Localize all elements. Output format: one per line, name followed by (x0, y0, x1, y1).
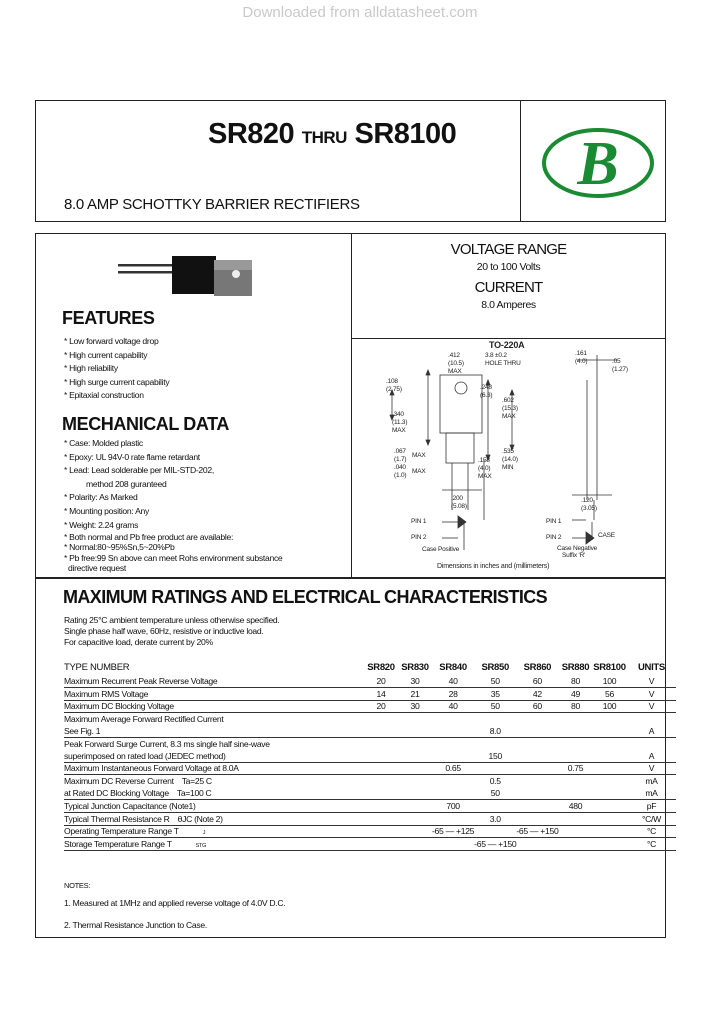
value-cell (516, 750, 558, 762)
col-header: SR820 (367, 661, 395, 673)
parameter-text: Maximum Average Forward Rectified Current (64, 714, 224, 725)
dim-text: .412 (448, 352, 460, 359)
unit-cell: V (626, 762, 676, 775)
value-cell (432, 775, 474, 787)
pin1-label-a: PIN 1 (411, 518, 427, 525)
dim-text: .120 (581, 497, 593, 504)
table-header-row (64, 659, 676, 675)
value-cell (516, 737, 558, 749)
col-header: SR880 (561, 661, 590, 673)
value-cell (592, 825, 626, 838)
value-cell (592, 775, 626, 787)
table-row (64, 799, 676, 812)
parameter-text: Operating Temperature Range T (64, 826, 179, 837)
value-cell (398, 725, 432, 737)
unit-cell: mA (645, 776, 658, 787)
brand-logo (541, 127, 655, 199)
parameter-cell (64, 838, 364, 851)
value-cell (558, 750, 592, 762)
value-cell: 42 (516, 687, 558, 700)
dim-text: MAX (502, 413, 516, 420)
unit-cell: V (626, 687, 676, 700)
pin1-label-b: PIN 1 (546, 518, 562, 525)
value-cell (516, 812, 558, 825)
ratings-intro (64, 615, 280, 648)
value-cell: 100 (592, 700, 626, 713)
dim-067-max: MAX (412, 452, 426, 459)
value-cell (364, 725, 398, 737)
package-name: TO-220A (489, 340, 525, 350)
table-row (64, 687, 676, 700)
value-cell: -65 — +150 (474, 839, 517, 850)
value-cell: 80 (558, 675, 592, 687)
case-positive-label: Case Positive (422, 546, 460, 553)
dim-108 (386, 378, 402, 394)
value-cell (516, 838, 558, 851)
list-item: * Polarity: As Marked (64, 492, 138, 503)
parameter-cell (64, 737, 364, 749)
parameter-cell (64, 799, 364, 812)
dim-05 (612, 358, 628, 374)
value-cell (474, 737, 516, 749)
dim-text: .040 (394, 464, 406, 471)
unit-cell: A (626, 750, 676, 762)
dim-text: (4.0) (478, 465, 491, 472)
pin2-label-a: PIN 2 (411, 534, 427, 541)
value-cell (432, 812, 474, 825)
value-cell (592, 725, 626, 737)
value-cell (558, 812, 592, 825)
spec-table-wrap (64, 659, 676, 851)
list-item: * Epitaxial construction (64, 390, 144, 401)
parameter-cell (64, 750, 364, 762)
value-cell (558, 825, 592, 838)
value-cell (432, 737, 474, 749)
dim-text: 3.8 ±0.2 (485, 352, 507, 359)
value-cell: 20 (364, 675, 398, 687)
dim-040 (394, 464, 406, 480)
col-header: TYPE NUMBER (64, 661, 130, 673)
table-row (64, 838, 676, 851)
value-cell (474, 825, 516, 838)
value-cell (398, 812, 432, 825)
dim-text: .340 (392, 411, 404, 418)
value-cell: 0.75 (558, 762, 592, 775)
parameter-text: Maximum Instantaneous Forward Voltage at 8.0A (64, 763, 239, 774)
value-cell (364, 799, 398, 812)
dim-text: (2.75) (386, 386, 402, 393)
parameter-text: Typical Junction Capacitance (Note1) (64, 800, 196, 811)
parameter-cell (64, 725, 364, 737)
col-header: UNITS (637, 661, 665, 673)
value-cell: 28 (432, 687, 474, 700)
value-cell (516, 799, 558, 812)
value-cell: 480 (558, 799, 592, 812)
part-end: SR8100 (354, 118, 457, 150)
dim-200 (451, 495, 467, 511)
value-cell (474, 762, 516, 775)
parameter-text: Maximum Recurrent Peak Reverse Voltage (64, 675, 218, 686)
value-cell (474, 713, 516, 725)
pin2-label-b: PIN 2 (546, 534, 562, 541)
note-item: 2. Thermal Resistance Junction to Case. (64, 920, 207, 930)
list-item: * Normal:80~95%Sn,5~20%Pb (64, 542, 175, 553)
table-row (64, 700, 676, 713)
table-row (64, 750, 676, 762)
value-cell (558, 713, 592, 725)
value-cell (364, 737, 398, 749)
col-header: SR8100 (593, 661, 626, 673)
ratings-heading: MAXIMUM RATINGS AND ELECTRICAL CHARACTERISTICS (63, 587, 548, 607)
value-cell (364, 775, 398, 787)
dim-text: (14.0) (502, 456, 518, 463)
value-cell (398, 838, 432, 851)
value-cell (398, 762, 432, 775)
value-cell: 0.5 (489, 776, 501, 787)
parameter-cell (64, 775, 364, 787)
condition-text: J (202, 830, 206, 837)
component-image (118, 252, 258, 302)
value-cell (474, 799, 516, 812)
value-cell (432, 725, 474, 737)
unit-cell: V (626, 700, 676, 713)
value-cell (516, 787, 558, 799)
table-row (64, 775, 676, 787)
watermark: Downloaded from alldatasheet.com (242, 4, 478, 21)
dim-412 (448, 352, 464, 376)
parameter-cell (64, 713, 364, 725)
unit-cell: V (626, 675, 676, 687)
list-item: * Low forward voltage drop (64, 336, 159, 346)
dim-535 (502, 448, 518, 472)
value-cell: 8.0 (474, 725, 516, 737)
list-item: * High surge current capability (64, 376, 170, 387)
value-cell (398, 737, 432, 749)
features-list (64, 335, 169, 403)
dim-248 (480, 384, 492, 400)
list-item: method 208 guranteed (86, 478, 167, 489)
unit-cell: mA (626, 787, 676, 799)
value-cell (516, 713, 558, 725)
value-cell (364, 713, 398, 725)
unit-cell: °C (626, 825, 676, 838)
value-cell: 30 (398, 700, 432, 713)
dim-text: MAX (392, 427, 406, 434)
unit-cell: A (626, 725, 676, 737)
value-cell: 20 (364, 700, 398, 713)
parameter-cell (64, 825, 364, 838)
value-cell: 35 (474, 687, 516, 700)
dim-text: (1.7) (394, 456, 407, 463)
list-item: * Mounting position: Any (64, 505, 150, 516)
intro-line: Single phase half wave, 60Hz, resistive or inductive load. (64, 626, 264, 636)
dim-161 (575, 350, 587, 366)
value-cell: 50 (474, 700, 516, 713)
parameter-cell (64, 687, 364, 700)
dim-340 (392, 411, 407, 435)
value-cell (592, 838, 626, 851)
value-cell: 80 (558, 700, 592, 713)
dim-text: .200 (451, 495, 463, 502)
note-item: 1. Measured at 1MHz and applied reverse voltage of 4.0V D.C. (64, 898, 286, 908)
list-item: * Both normal and Pb free product are available: (64, 532, 234, 543)
value-cell: 40 (432, 700, 474, 713)
parameter-text: See Fig. 1 (64, 726, 101, 737)
table-row (64, 675, 676, 687)
value-cell (398, 799, 432, 812)
case-negative-label: Case Negative (557, 545, 598, 552)
value-cell (516, 762, 558, 775)
value-cell (516, 725, 558, 737)
value-cell (364, 825, 398, 838)
table-row (64, 825, 676, 838)
parameter-cell (64, 675, 364, 687)
value-cell (398, 713, 432, 725)
value-cell: 21 (398, 687, 432, 700)
col-header: SR860 (523, 661, 552, 673)
part-range-title (208, 118, 456, 151)
unit-cell (626, 737, 676, 749)
value-cell: 50 (474, 787, 516, 799)
parameter-text: at Rated DC Blocking Voltage (64, 788, 169, 799)
value-cell: 40 (432, 675, 474, 687)
dim-text: (6.3) (480, 392, 493, 399)
value-cell (558, 725, 592, 737)
dim-text: .535 (502, 448, 514, 455)
notes-heading: NOTES: (64, 881, 91, 890)
col-header: SR830 (401, 661, 429, 673)
value-cell (592, 713, 626, 725)
voltage-range-label: VOLTAGE RANGE (450, 241, 567, 258)
list-item: * Case: Molded plastic (64, 438, 143, 448)
logo-letter: B (577, 130, 619, 198)
value-cell (592, 750, 626, 762)
voltage-range-value: 20 to 100 Volts (476, 261, 541, 273)
table-row (64, 713, 676, 725)
value-cell: 56 (592, 687, 626, 700)
value-cell (558, 787, 592, 799)
value-cell: 100 (592, 675, 626, 687)
value-cell (592, 787, 626, 799)
value-cell (592, 737, 626, 749)
case-label: CASE (598, 532, 615, 539)
value-cell (516, 775, 558, 787)
condition-text: θJC (Note 2) (177, 813, 223, 824)
product-subtitle: 8.0 AMP SCHOTTKY BARRIER RECTIFIERS (64, 196, 360, 213)
thru-label: THRU (301, 128, 347, 147)
value-cell (592, 812, 626, 825)
dim-text: (1.0) (394, 472, 407, 479)
value-cell (432, 750, 474, 762)
list-item: * High current capability (64, 349, 148, 360)
spec-table (64, 659, 676, 851)
value-cell (398, 787, 432, 799)
list-item: * Weight: 2.24 grams (64, 519, 139, 530)
parameter-text: Peak Forward Surge Current, 8.3 ms single half sine-wave (64, 738, 270, 749)
part-start: SR820 (208, 118, 295, 150)
table-row (64, 762, 676, 775)
condition-text: Ta=100 C (176, 788, 212, 799)
dim-text: (11.3) (392, 419, 408, 426)
table-row (64, 812, 676, 825)
dim-text: (4.0) (575, 358, 588, 365)
unit-cell (626, 713, 676, 725)
value-cell (592, 762, 626, 775)
dim-text: (15.3) (502, 405, 518, 412)
parameter-cell (64, 787, 364, 799)
dim-120 (581, 497, 597, 513)
value-cell (558, 775, 592, 787)
current-label: CURRENT (474, 279, 543, 296)
dimensions-note: Dimensions in inches and (millimeters) (437, 563, 550, 570)
table-row (64, 787, 676, 799)
dim-hole (485, 352, 521, 368)
value-cell: 60 (516, 700, 558, 713)
parameter-cell (64, 812, 364, 825)
value-cell (364, 812, 398, 825)
dim-text: MAX (448, 368, 462, 375)
dim-text: .158 (478, 457, 490, 464)
dim-text: .602 (502, 397, 514, 404)
intro-line: For capacitive load, derate current by 20% (64, 637, 213, 647)
mechanical-list (64, 437, 282, 574)
dim-text: (1.27) (612, 366, 628, 373)
dim-text: .05 (612, 358, 621, 365)
dim-text: HOLE THRU (485, 360, 521, 367)
dim-text: (10.5) (448, 360, 464, 367)
list-item: * Pb free:99 Sn above can meet Rohs environment substance (64, 552, 283, 563)
parameter-text: superimposed on rated load (JEDEC method) (64, 750, 226, 761)
value-cell: 14 (364, 687, 398, 700)
unit-cell: °C/W (626, 812, 676, 825)
features-heading: FEATURES (62, 308, 155, 328)
value-cell: 150 (474, 750, 516, 762)
notes (64, 880, 285, 931)
parameter-text: Storage Temperature Range T (64, 839, 172, 850)
value-cell: 700 (432, 799, 474, 812)
value-cell (432, 838, 474, 851)
dim-602 (502, 397, 518, 421)
parameter-text: Maximum DC Reverse Current (64, 776, 174, 787)
ratings-summary (351, 241, 666, 311)
value-cell (592, 799, 626, 812)
unit-cell: pF (626, 799, 676, 812)
value-cell (364, 750, 398, 762)
dim-text: .248 (480, 384, 492, 391)
current-value: 8.0 Amperes (481, 299, 536, 311)
value-cell (558, 838, 592, 851)
value-cell: 30 (398, 675, 432, 687)
dim-040-max: MAX (412, 468, 426, 475)
value-cell (364, 838, 398, 851)
dim-text: .161 (575, 350, 587, 357)
value-cell: -65 — +125 (432, 826, 475, 837)
dim-text: .108 (386, 378, 398, 385)
parameter-text: Maximum DC Blocking Voltage (64, 701, 174, 712)
value-cell (398, 825, 432, 838)
list-item: * Lead: Lead solderable per MIL-STD-202, (64, 465, 214, 476)
unit-cell: °C (626, 838, 676, 851)
value-cell: 49 (558, 687, 592, 700)
parameter-text: Maximum RMS Voltage (64, 688, 149, 699)
list-item: * Epoxy: UL 94V-0 rate flame retardant (64, 451, 200, 462)
mechanical-heading: MECHANICAL DATA (62, 414, 229, 434)
value-cell: -65 — +150 (516, 826, 559, 837)
value-cell (398, 750, 432, 762)
list-item: * High reliability (64, 363, 118, 374)
table-row (64, 725, 676, 737)
value-cell: 0.65 (432, 762, 474, 775)
parameter-text: Typical Thermal Resistance R (64, 813, 170, 824)
dim-158 (478, 457, 492, 481)
condition-text: STG (195, 843, 207, 850)
condition-text: Ta=25 C (181, 776, 212, 787)
col-header: SR850 (481, 661, 510, 673)
dim-text: (5.08) (451, 503, 467, 510)
parameter-cell (64, 762, 364, 775)
dim-text: MIN (502, 464, 514, 471)
value-cell (398, 775, 432, 787)
list-item: directive request (68, 563, 126, 574)
suffix-label: Suffix 'R' (562, 552, 586, 559)
parameter-cell (64, 700, 364, 713)
col-header: SR840 (439, 661, 467, 673)
table-row (64, 737, 676, 749)
intro-line: Rating 25°C ambient temperature unless otherwise specified. (64, 615, 280, 625)
dim-text: .067 (394, 448, 406, 455)
dim-text: (3.05) (581, 505, 597, 512)
value-cell (432, 787, 474, 799)
value-cell (364, 762, 398, 775)
value-cell (558, 737, 592, 749)
value-cell: 60 (516, 675, 558, 687)
dim-text: MAX (478, 473, 492, 480)
value-cell (432, 713, 474, 725)
value-cell: 3.0 (474, 812, 516, 825)
value-cell: 50 (474, 675, 516, 687)
dim-067 (394, 448, 406, 464)
value-cell (364, 787, 398, 799)
